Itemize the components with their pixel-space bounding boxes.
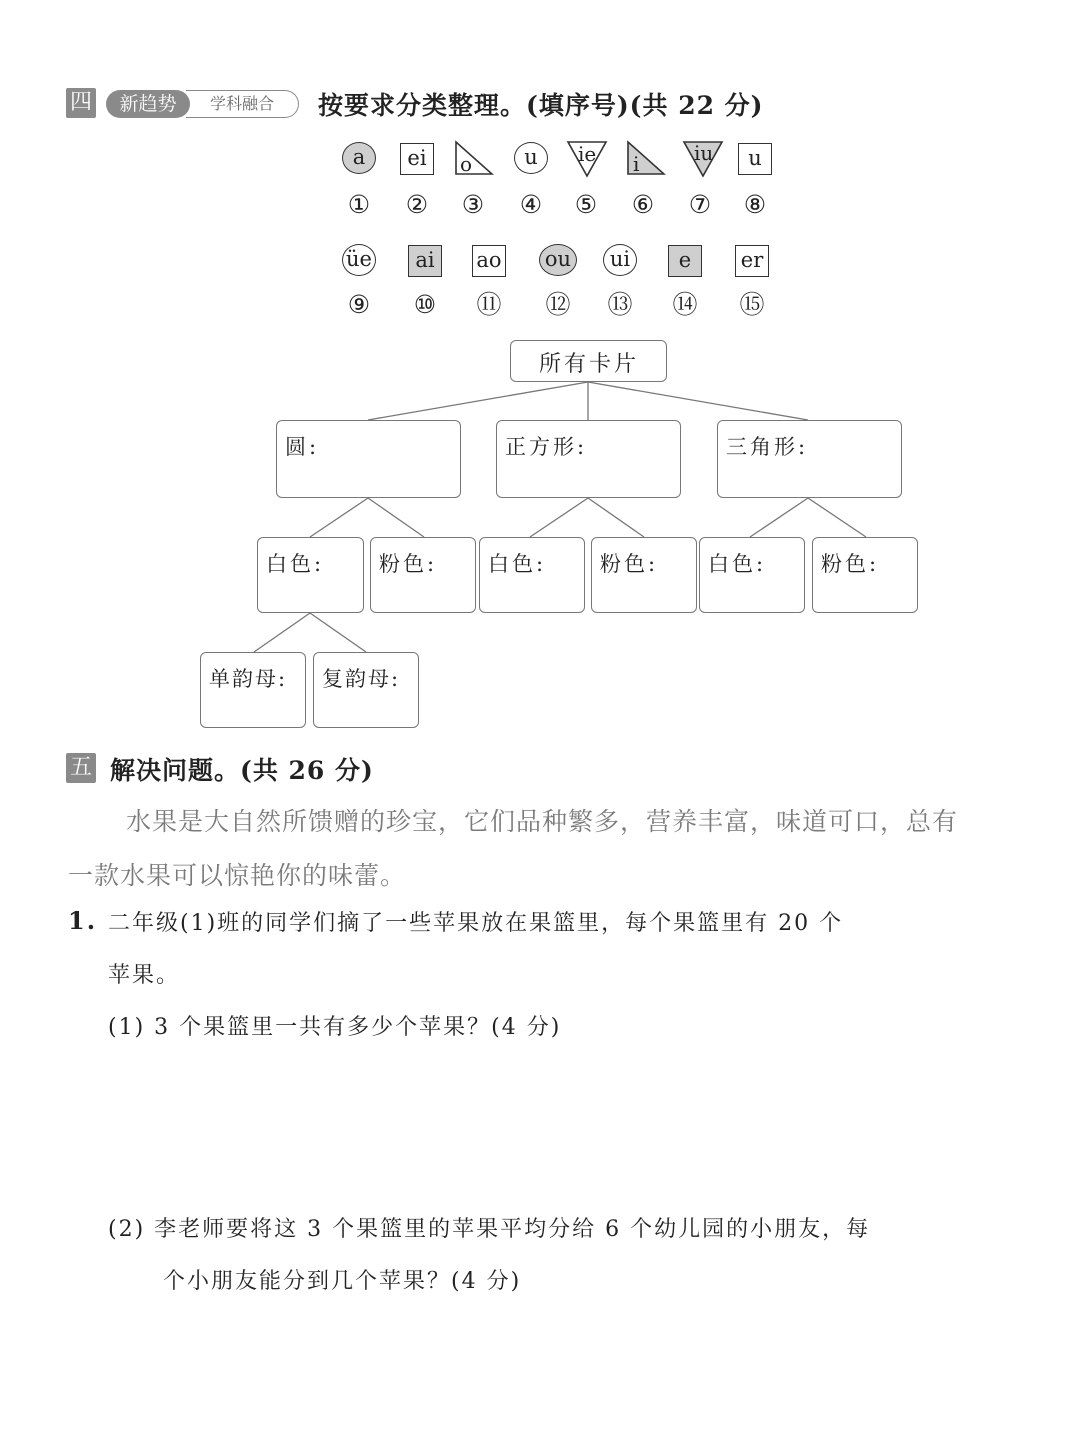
answer-area-1[interactable] [108,1050,1008,1200]
card-number-4: ④ [519,190,543,219]
triangle-pink-label: 粉色: [821,552,880,576]
section-4-title: 按要求分类整理。(填序号)(共 22 分) [318,91,764,120]
triangle-category-box[interactable] [717,420,902,498]
card-number-5: ⑤ [574,190,598,219]
circle-category-label: 圆: [285,435,320,459]
card-3-label: o [460,152,473,176]
circle-category-box[interactable] [276,420,461,498]
question-1-sub-2-line-1: (2) 李老师要将这 3 个果篮里的苹果平均分给 6 个幼儿园的小朋友，每 [108,1217,871,1242]
intro-line-1: 水果是大自然所馈赠的珍宝，它们品种繁多，营养丰富，味道可口，总有 [126,807,959,836]
card-number-8: ⑧ [743,190,767,219]
card-15: er [735,245,769,277]
card-number-14: ⑭ [672,290,698,319]
new-trend-badge: 新趋势 [106,90,190,118]
question-1-line-1: 二年级(1)班的同学们摘了一些苹果放在果篮里，每个果篮里有 20 个 [108,911,844,936]
subject-fusion-badge: 学科融合 [186,90,299,118]
compound-final-label: 复韵母: [322,667,401,691]
card-number-15: ⑮ [739,290,765,319]
square-white-label: 白色: [488,552,547,576]
square-pink-label: 粉色: [600,552,659,576]
tree-root-box [510,340,667,382]
card-11: ao [472,245,506,277]
card-number-7: ⑦ [688,190,712,219]
card-number-13: ⑬ [607,290,633,319]
card-14: e [668,245,702,277]
card-13: ui [603,244,637,276]
card-number-3: ③ [461,190,485,219]
circle-white-box[interactable] [257,537,364,613]
square-white-box[interactable] [479,537,585,613]
question-1-sub-2-line-2: 个小朋友能分到几个苹果？(4 分) [163,1269,522,1294]
triangle-pink-box[interactable] [812,537,918,613]
square-pink-box[interactable] [591,537,697,613]
compound-final-box[interactable] [313,652,419,728]
card-6-label: i [633,152,640,176]
card-number-9: ⑨ [347,290,371,319]
triangle-white-box[interactable] [699,537,805,613]
question-1-line-2: 苹果。 [108,963,181,988]
card-number-11: ⑪ [476,290,502,319]
card-12: ou [539,244,577,276]
card-1: a [342,142,376,174]
card-number-1: ① [347,190,371,219]
question-1-sub-1: (1) 3 个果篮里一共有多少个苹果？(4 分) [108,1015,562,1040]
card-number-12: ⑫ [545,290,571,319]
simple-final-box[interactable] [200,652,306,728]
square-category-label: 正方形: [505,435,588,459]
card-9: üe [342,244,376,276]
section-number-4: 四 [66,88,96,118]
card-8: u [738,143,772,175]
triangle-category-label: 三角形: [726,435,809,459]
section-number-5: 五 [66,753,96,783]
card-10: ai [408,245,442,277]
card-number-2: ② [405,190,429,219]
card-5-label: ie [578,142,597,166]
simple-final-label: 单韵母: [209,667,288,691]
triangle-white-label: 白色: [708,552,767,576]
card-2: ei [400,143,434,175]
card-7-label: iu [694,141,714,165]
circle-pink-label: 粉色: [379,552,438,576]
intro-line-2: 一款水果可以惊艳你的味蕾。 [68,861,407,890]
card-number-6: ⑥ [631,190,655,219]
section-5-title: 解决问题。(共 26 分) [110,756,374,785]
tree-root-label: 所有卡片 [539,352,640,377]
card-number-10: ⑩ [413,290,437,319]
answer-area-2[interactable] [108,1304,1008,1434]
question-1-number: 1. [68,906,98,935]
circle-pink-box[interactable] [370,537,476,613]
card-4: u [514,142,548,174]
square-category-box[interactable] [496,420,681,498]
circle-white-label: 白色: [266,552,325,576]
